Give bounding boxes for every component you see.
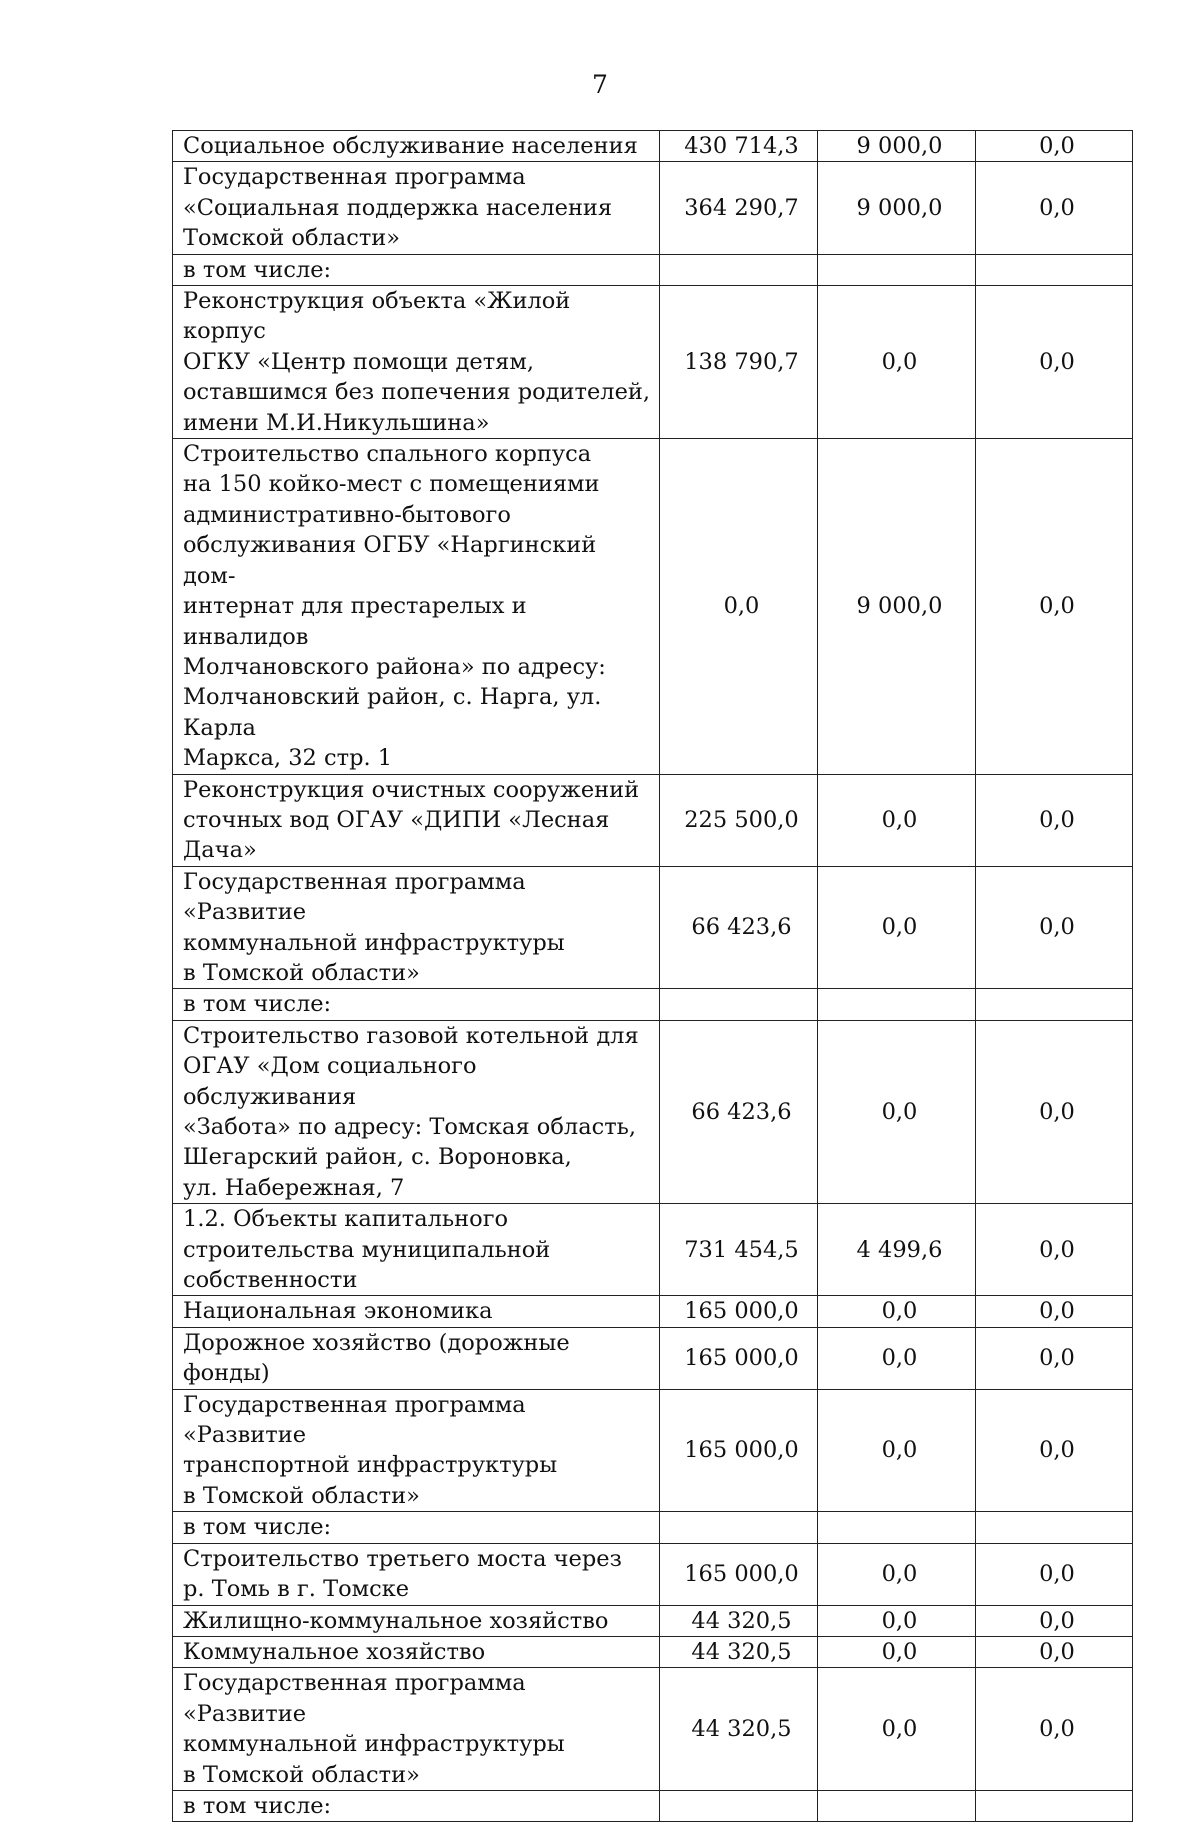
- row-value-2-cell: 4 499,6: [818, 1204, 976, 1296]
- table-row: [173, 131, 1133, 162]
- row-value-1-cell: 138 790,7: [660, 286, 818, 439]
- table-row: [173, 1020, 1133, 1203]
- row-value-3-cell: 0,0: [976, 1668, 1133, 1791]
- row-value-1-cell: 44 320,5: [660, 1668, 818, 1791]
- row-value-3-cell: 0,0: [976, 1020, 1133, 1203]
- budget-table: [172, 130, 1133, 1822]
- row-value-3-cell: [976, 1512, 1133, 1543]
- row-value-1-cell: 44 320,5: [660, 1636, 818, 1667]
- row-value-1-cell: 165 000,0: [660, 1389, 818, 1512]
- row-name-cell: Строительство газовой котельной для ОГАУ «Дом социального обслуживания «Забота» по адресу: Томская область, Шегарский район, с. Вороновка, ул. Набережная, 7: [173, 1020, 660, 1203]
- row-value-1-cell: 430 714,3: [660, 131, 818, 162]
- table-row: [173, 1296, 1133, 1327]
- row-value-3-cell: 0,0: [976, 162, 1133, 254]
- table-row: [173, 1790, 1133, 1821]
- table-row: [173, 1605, 1133, 1636]
- row-value-3-cell: 0,0: [976, 439, 1133, 774]
- table-row: [173, 866, 1133, 989]
- table-row: [173, 254, 1133, 285]
- row-value-2-cell: 0,0: [818, 1020, 976, 1203]
- row-value-2-cell: [818, 989, 976, 1020]
- row-name-cell: Государственная программа «Развитие транспортной инфраструктуры в Томской области»: [173, 1389, 660, 1512]
- row-value-2-cell: 0,0: [818, 1327, 976, 1389]
- row-value-1-cell: 225 500,0: [660, 774, 818, 866]
- row-value-1-cell: [660, 989, 818, 1020]
- row-value-1-cell: [660, 1790, 818, 1821]
- row-name-cell: в том числе:: [173, 989, 660, 1020]
- row-name-cell: в том числе:: [173, 254, 660, 285]
- row-name-cell: Реконструкция объекта «Жилой корпус ОГКУ «Центр помощи детям, оставшимся без попечения родителей, имени М.И.Никульшина»: [173, 286, 660, 439]
- table-row: [173, 1636, 1133, 1667]
- row-value-3-cell: 0,0: [976, 1204, 1133, 1296]
- table-row: [173, 286, 1133, 439]
- row-value-1-cell: 165 000,0: [660, 1327, 818, 1389]
- row-value-3-cell: 0,0: [976, 1605, 1133, 1636]
- table-row: [173, 439, 1133, 774]
- table-row: [173, 1668, 1133, 1791]
- row-name-cell: Государственная программа «Развитие коммунальной инфраструктуры в Томской области»: [173, 866, 660, 989]
- row-value-1-cell: 66 423,6: [660, 1020, 818, 1203]
- row-name-cell: Строительство третьего моста через р. Томь в г. Томске: [173, 1543, 660, 1605]
- table-body: [173, 131, 1133, 1822]
- row-name-cell: Коммунальное хозяйство: [173, 1636, 660, 1667]
- row-value-3-cell: 0,0: [976, 774, 1133, 866]
- row-value-3-cell: 0,0: [976, 286, 1133, 439]
- row-name-cell: Жилищно-коммунальное хозяйство: [173, 1605, 660, 1636]
- table-row: [173, 1204, 1133, 1296]
- row-value-3-cell: [976, 989, 1133, 1020]
- row-value-1-cell: 165 000,0: [660, 1296, 818, 1327]
- row-value-2-cell: 0,0: [818, 286, 976, 439]
- row-name-cell: Национальная экономика: [173, 1296, 660, 1327]
- row-name-cell: в том числе:: [173, 1790, 660, 1821]
- row-value-3-cell: 0,0: [976, 1327, 1133, 1389]
- row-name-cell: 1.2. Объекты капитального строительства муниципальной собственности: [173, 1204, 660, 1296]
- table-row: [173, 1327, 1133, 1389]
- row-value-2-cell: [818, 1790, 976, 1821]
- row-value-3-cell: [976, 254, 1133, 285]
- row-name-cell: Государственная программа «Социальная поддержка населения Томской области»: [173, 162, 660, 254]
- row-name-cell: в том числе:: [173, 1512, 660, 1543]
- row-value-2-cell: 0,0: [818, 1543, 976, 1605]
- row-value-2-cell: [818, 254, 976, 285]
- row-value-3-cell: 0,0: [976, 1296, 1133, 1327]
- row-value-1-cell: [660, 1512, 818, 1543]
- row-value-3-cell: 0,0: [976, 1389, 1133, 1512]
- table-row: [173, 774, 1133, 866]
- row-value-1-cell: 731 454,5: [660, 1204, 818, 1296]
- row-value-2-cell: 0,0: [818, 1389, 976, 1512]
- row-value-2-cell: 9 000,0: [818, 131, 976, 162]
- row-value-1-cell: 66 423,6: [660, 866, 818, 989]
- row-value-2-cell: 9 000,0: [818, 439, 976, 774]
- row-value-3-cell: 0,0: [976, 1543, 1133, 1605]
- row-value-1-cell: 364 290,7: [660, 162, 818, 254]
- row-name-cell: Государственная программа «Развитие коммунальной инфраструктуры в Томской области»: [173, 1668, 660, 1791]
- row-value-2-cell: [818, 1512, 976, 1543]
- row-name-cell: Реконструкция очистных сооружений сточных вод ОГАУ «ДИПИ «Лесная Дача»: [173, 774, 660, 866]
- row-value-1-cell: [660, 254, 818, 285]
- table-row: [173, 1389, 1133, 1512]
- table-row: [173, 989, 1133, 1020]
- table-row: [173, 1543, 1133, 1605]
- row-value-2-cell: 0,0: [818, 1668, 976, 1791]
- page-number: 7: [592, 70, 608, 99]
- row-name-cell: Дорожное хозяйство (дорожные фонды): [173, 1327, 660, 1389]
- row-value-2-cell: 0,0: [818, 1636, 976, 1667]
- row-value-3-cell: [976, 1790, 1133, 1821]
- row-value-2-cell: 9 000,0: [818, 162, 976, 254]
- row-value-1-cell: 0,0: [660, 439, 818, 774]
- row-value-3-cell: 0,0: [976, 1636, 1133, 1667]
- row-value-1-cell: 44 320,5: [660, 1605, 818, 1636]
- table-row: [173, 162, 1133, 254]
- row-value-3-cell: 0,0: [976, 131, 1133, 162]
- row-value-2-cell: 0,0: [818, 774, 976, 866]
- row-value-2-cell: 0,0: [818, 1605, 976, 1636]
- row-value-3-cell: 0,0: [976, 866, 1133, 989]
- row-name-cell: Социальное обслуживание населения: [173, 131, 660, 162]
- row-value-2-cell: 0,0: [818, 1296, 976, 1327]
- table-row: [173, 1512, 1133, 1543]
- row-value-2-cell: 0,0: [818, 866, 976, 989]
- row-name-cell: Строительство спального корпуса на 150 койко-мест с помещениями административно-бытового обслуживания ОГБУ «Наргинский дом- интернат для престарелых и инвалидов Молчановского района» по адресу: Молчановский район, с. Нарга, ул. Карла Маркса, 32 стр. 1: [173, 439, 660, 774]
- row-value-1-cell: 165 000,0: [660, 1543, 818, 1605]
